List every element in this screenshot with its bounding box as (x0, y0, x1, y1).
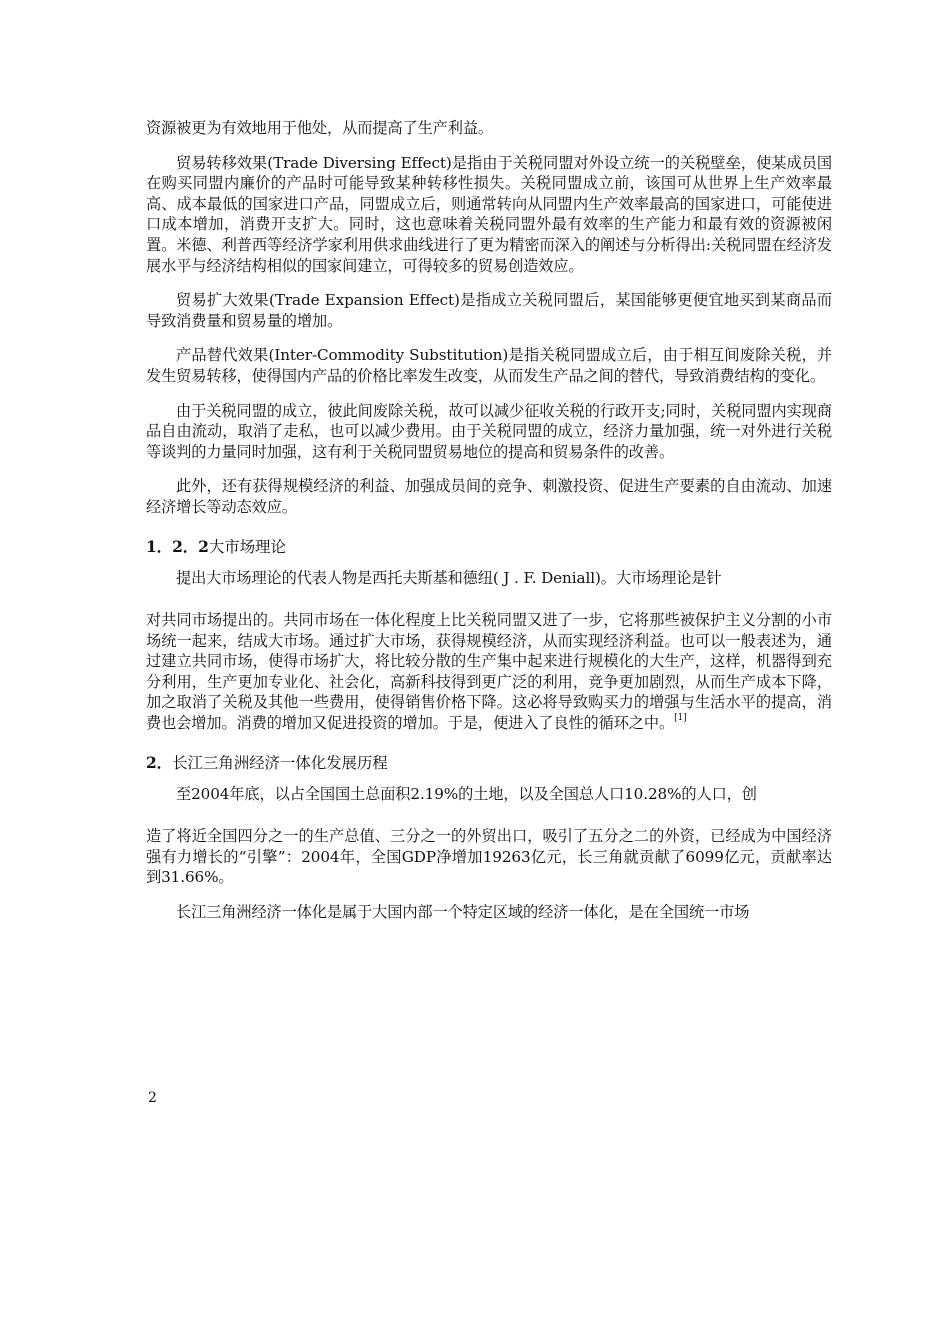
paragraph: 至2004年底，以占全国国土总面积2.19%的土地，以及全国总人口10.28%的人口，创 (176, 784, 757, 803)
page-number: 2 (148, 1090, 157, 1106)
section-title: 大市场理论 (208, 537, 286, 556)
paragraph-commodity-substitution: 产品替代效果(Inter-Commodity Substitution)是指关税同盟成立后，由于相互间废除关税，并发生贸易转移，使得国内产品的价格比率发生改变，从而发生产品之间的替代，导致消费结构的变化。 (146, 346, 832, 385)
paragraph-trade-expansion: 贸易扩大效果(Trade Expansion Effect)是指成立关税同盟后，某国能够更便宜地买到某商品而导致消费量和贸易量的增加。 (146, 291, 832, 330)
paragraph-trade-diversion: 贸易转移效果(Trade Diversing Effect)是指由于关税同盟对外设立统一的关税壁垒，使某成员国在购买同盟内廉价的产品时可能导致某种转移性损失。关税同盟成立前，该国可从世界上生产效率最高、成本最低的国家进口产品，同盟成立后，则通常转向从同盟内生产效率最高的国家进口，可能使进口成本增加，消费开支扩大。同时，这也意味着关税同盟外最有效率的生产能力和最有效的资源被闲置。米德、利普西等经济学家利用供求曲线进行了更为精密而深入的阐述与分析得出:关税同盟在经济发展水平与经济结构相似的国家间建立，可得较多的贸易创造效应。 (146, 153, 832, 275)
citation-ref: [1] (674, 713, 687, 724)
paragraph: 此外，还有获得规模经济的利益、加强成员间的竞争、刺激投资、促进生产要素的自由流动、加速经济增长等动态效应。 (146, 477, 832, 516)
section-number: 1．2．2 (146, 536, 209, 556)
section-title: 长江三角洲经济一体化发展历程 (172, 753, 388, 772)
section-heading-large-market (146, 536, 832, 558)
paragraph: 由于关税同盟的成立，彼此间废除关税，故可以减少征收关税的行政开支;同时，关税同盟内实现商品自由流动，取消了走私，也可以减少费用。由于关税同盟的成立，经济力量加强，统一对外进行关税等谈判的力量同时加强，这有利于关税同盟贸易地位的提高和贸易条件的改善。 (146, 401, 832, 461)
paragraph: 提出大市场理论的代表人物是西托夫斯基和德纽( J . F. Deniall)。大市场理论是针 (176, 568, 722, 587)
paragraph: 长江三角洲经济一体化是属于大国内部一个特定区域的经济一体化，是在全国统一市场 (176, 903, 750, 922)
paragraph: 造了将近全国四分之一的生产总值、三分之一的外贸出口，吸引了五分之二的外资，已经成为中国经济强有力增长的“引擎”：2004年，全国GDP净增加19263亿元，长三角就贡献了6099亿元，贡献率达到31.66%。 (146, 827, 832, 887)
section-number: 2． (146, 752, 173, 772)
document-body (146, 118, 832, 923)
paragraph (146, 610, 832, 734)
paragraph-text: 对共同市场提出的。共同市场在一体化程度上比关税同盟又进了一步，它将那些被保护主义分割的小市场统一起来，结成大市场。通过扩大市场，获得规模经济，从而实现经济利益。也可以一般表述为，通过建立共同市场，使得市场扩大，将比较分散的生产集中起来进行规模化的大生产，这样，机器得到充分利用，生产更加专业化、社会化，高新科技得到更广泛的利用，竞争更加剧烈，从而生产成本下降，加之取消了关税及其他一些费用，使得销售价格下降。这必将导致购买力的增强与生活水平的提高，消费也会增加。消费的增加又促进投资的增加。于是，便进入了良性的循环之中。 (146, 611, 832, 733)
section-heading-yangtze (146, 752, 832, 774)
paragraph: 资源被更为有效地用于他处，从而提高了生产利益。 (146, 119, 494, 137)
